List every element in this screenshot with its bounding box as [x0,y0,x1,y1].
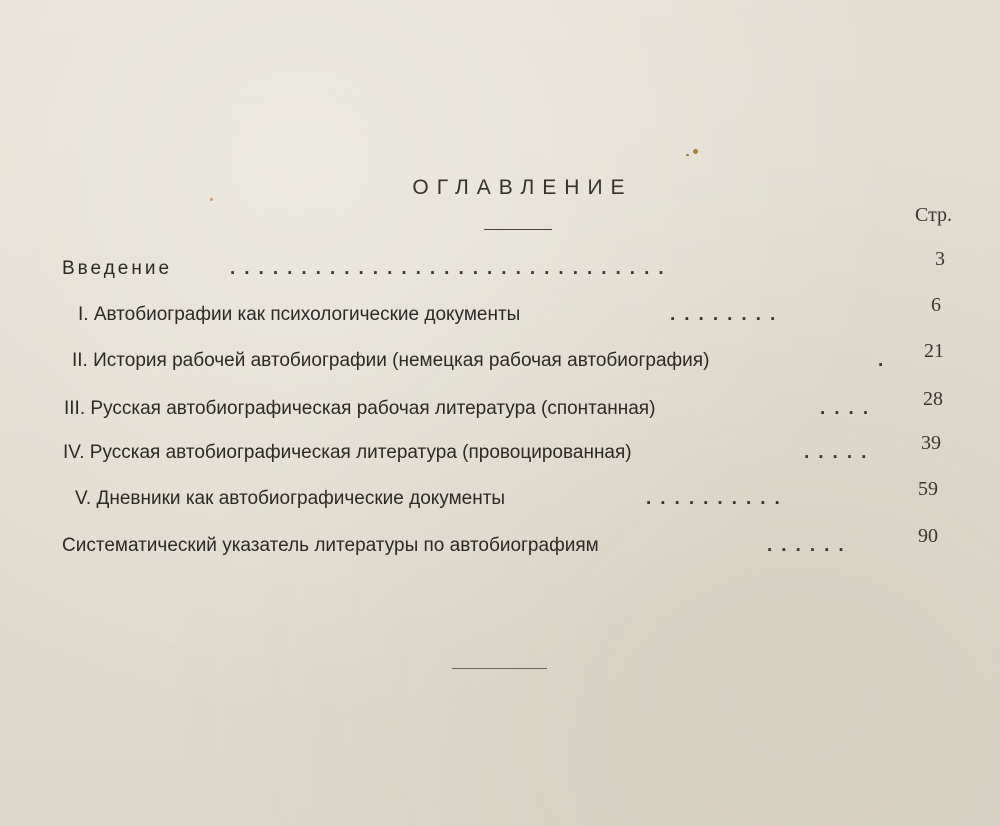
toc-entry-label: I. Автобиографии как психологические документы [78,304,521,325]
toc-page-number: 28 [923,388,943,410]
toc-entry [75,478,952,518]
toc-leader-dots: ...... [767,535,853,556]
toc-entry [72,340,952,380]
toc-leader-dots: ..... [804,442,876,463]
toc-entry [78,294,952,334]
toc-page-number: 90 [918,525,938,547]
page-title: ОГЛАВЛЕНИЕ [412,176,633,199]
toc-page-number: 59 [918,478,938,500]
toc-leader-dots: .......... [646,488,789,509]
toc-entry-label: Систематический указатель литературы по автобиографиям [62,535,599,556]
toc-entry-label: II. История рабочей автобиографии (немецкая рабочая автобиография) [72,350,710,371]
toc-entry [63,432,952,472]
toc-page-number: 39 [921,432,941,454]
toc-leader-dots: . [878,350,893,371]
paper-speck [693,149,698,154]
toc-entry-label: Введение [62,258,173,279]
toc-entry-label: III. Русская автобиографическая рабочая литература (спонтанная) [64,398,656,419]
paper-speck [210,198,213,201]
toc-entry-label: V. Дневники как автобиографические документы [75,488,506,509]
toc-leader-dots: .... [820,398,878,419]
toc-entry [64,388,952,428]
toc-page-number: 21 [924,340,944,362]
toc-leader-dots: ............................... [230,258,673,279]
title-divider [484,229,552,230]
page-column-label: Стр. [915,204,953,226]
toc-entry [62,525,952,565]
paper-speck [686,154,689,156]
toc-page-number: 6 [931,294,941,316]
toc-leader-dots: ........ [670,304,785,325]
toc-page-number: 3 [935,248,945,270]
toc-entry [62,248,952,288]
bottom-divider [452,668,547,669]
toc-entry-label: IV. Русская автобиографическая литература (провоцированная) [63,442,632,463]
